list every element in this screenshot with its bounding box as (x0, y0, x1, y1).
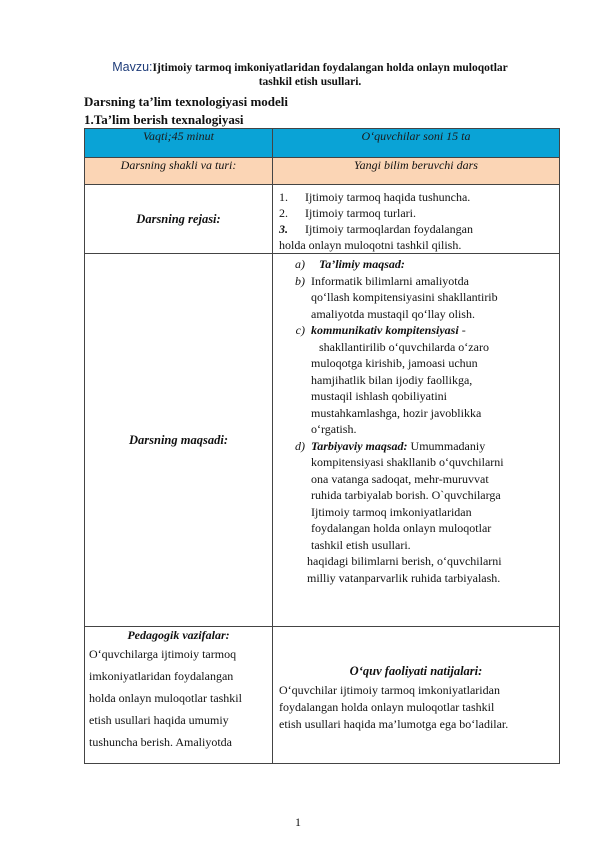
tasks-line: tushuncha berish. Amaliyotda (89, 735, 232, 749)
topic-title (80, 60, 540, 89)
list-item-continuation: holda onlayn muloqotni tashkil qilish. (279, 238, 462, 252)
learning-results (273, 627, 559, 733)
list-item: a) Ta’limiy maqsad: (295, 257, 405, 271)
time-cell: Vaqti;45 minut (85, 129, 273, 158)
list-item: d) Tarbiyaviy maqsad: Umummadaniy kompitensiyasi shakllanib o‘quvchilarni ona vatanga sadoqat, mehr-muruvvat ruhida tarbiyalab borish. O`quvchilarga Ijtimoiy tarmoq imkoniyatlaridan foydalangan holda onlayn muloqotlar tashkil etish usullari. (295, 438, 504, 552)
tasks-line: O‘quvchilarga ijtimoiy tarmoq (89, 647, 237, 661)
table-row-plan (85, 185, 560, 254)
results-label: O‘quv faoliyati natijalari: (349, 664, 483, 678)
list-item: 3. Ijtimoiy tarmoqlardan foydalangan (279, 222, 473, 236)
goals-list (273, 254, 559, 586)
table-row-time (85, 129, 560, 158)
pedagogical-tasks (85, 627, 272, 753)
lesson-form-value: Yangi bilim beruvchi dars (273, 158, 560, 185)
plan-label-cell (85, 185, 273, 254)
list-item: 1. Ijtimoiy tarmoq haqida tushuncha. (279, 190, 471, 204)
goals-tail-line: milliy vatanparvarlik ruhida tarbiyalash. (307, 570, 501, 585)
topic-text-line2: tashkil etish usullari. (258, 76, 362, 88)
goals-content-cell (273, 254, 560, 627)
table-row-goals (85, 254, 560, 627)
section-heading: Darsning ta’lim texnologiyasi modeli (84, 94, 289, 109)
table-row-form (85, 158, 560, 185)
tasks-line: imkoniyatlaridan foydalangan (89, 669, 234, 683)
plan-list (273, 185, 559, 253)
plan-content-cell (273, 185, 560, 254)
results-line: foydalangan holda onlayn muloqotlar tashkil (279, 700, 495, 714)
topic-prefix: Mavzu: (112, 60, 153, 74)
plan-label: Darsning rejasi: (136, 211, 221, 226)
results-cell (273, 627, 560, 764)
tasks-line: holda onlayn muloqotlar tashkil (89, 691, 242, 705)
results-line: etish usullari haqida ma’lumotga ega bo‘ladilar. (279, 717, 509, 731)
goals-label: Darsning maqsadi: (129, 432, 228, 447)
list-item: b) Informatik bilimlarni amaliyotda qo‘llash kompitensiyasini shakllantirib amaliyotda mustaqil qo‘llay olish. (295, 273, 498, 321)
students-cell: O‘quvchilar soni 15 ta (273, 129, 560, 158)
subsection-heading: 1.Ta’lim berish texnalogiyasi (84, 112, 244, 127)
goals-label-cell (85, 254, 273, 627)
lesson-plan-table (84, 128, 560, 764)
tasks-cell (85, 627, 273, 764)
lesson-form-label: Darsning shakli va turi: (85, 158, 273, 185)
page-number: 1 (295, 815, 301, 829)
table-row-tasks (85, 627, 560, 764)
list-item: c) kommunikativ kompitensiyasi - shakllantirilib o‘quvchilarda o‘zaro muloqotga kirishib, jamoasi uchun hamjihatlik bilan ijodiy faollikga, mustaqil ishlash qobiliyatini mustahkamlashga, hozir javoblikka o‘rgatish. (295, 323, 489, 436)
goals-tail-line: haqidagi bilimlarni berish, o‘quvchilarni (307, 554, 502, 568)
tasks-line: etish usullari haqida umumiy (89, 713, 229, 727)
topic-text-line1: Ijtimoiy tarmoq imkoniyatlaridan foydalangan holda onlayn muloqotlar (152, 62, 508, 74)
tasks-label: Pedagogik vazifalar: (127, 628, 230, 642)
list-item: 2. Ijtimoiy tarmoq turlari. (279, 206, 416, 220)
results-line: O‘quvchilar ijtimoiy tarmoq imkoniyatlaridan (279, 683, 500, 697)
